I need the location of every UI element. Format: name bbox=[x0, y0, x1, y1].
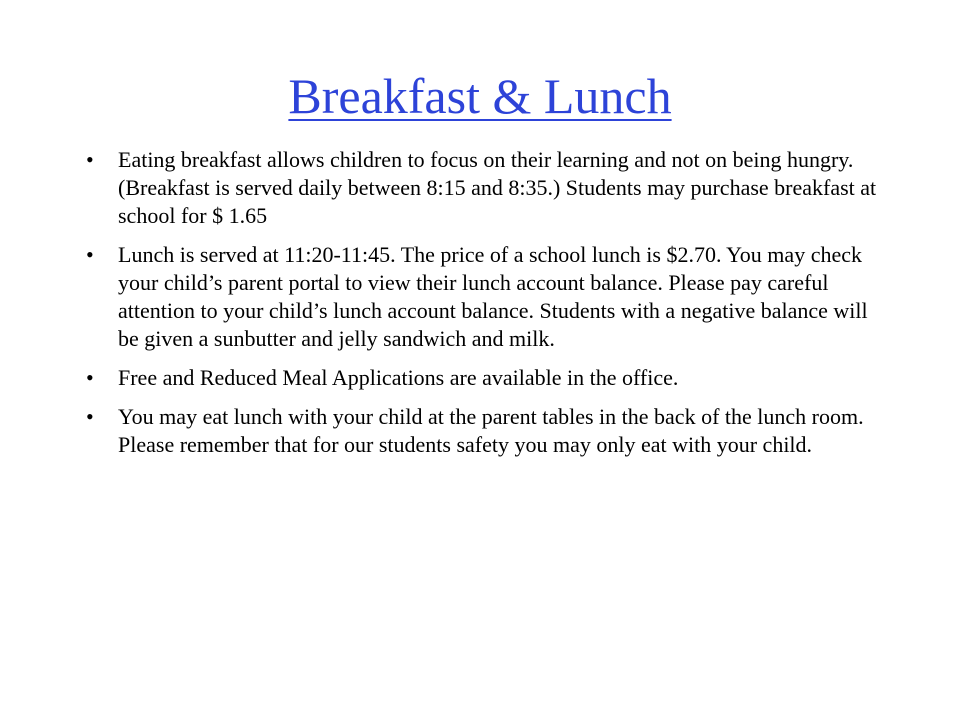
bullet-list bbox=[84, 146, 884, 470]
bullet-item-parent-lunch bbox=[84, 403, 884, 459]
bullet-marker: • bbox=[86, 147, 94, 172]
slide-title bbox=[0, 66, 960, 126]
title-link[interactable]: Breakfast & Lunch bbox=[288, 68, 672, 124]
bullet-text: You may eat lunch with your child at the parent tables in the back of the lunch room. Please remember that for our students safety you may only eat with your child. bbox=[118, 404, 864, 457]
bullet-marker: • bbox=[86, 404, 94, 429]
bullet-item-breakfast bbox=[84, 146, 884, 230]
bullet-text: Lunch is served at 11:20-11:45. The price of a school lunch is $2.70. You may check your child’s parent portal to view their lunch account balance. Please pay careful attention to your child’s lunch account balance. Students with a negative balance will be given a sunbutter and jelly sandwich and milk. bbox=[118, 242, 868, 351]
bullet-text: Free and Reduced Meal Applications are available in the office. bbox=[118, 365, 679, 390]
bullet-item-applications bbox=[84, 364, 884, 392]
bullet-text: Eating breakfast allows children to focus on their learning and not on being hungry. (Breakfast is served daily between 8:15 and 8:35.) Students may purchase breakfast at school for $ 1.65 bbox=[118, 147, 877, 228]
bullet-item-lunch bbox=[84, 241, 884, 353]
bullet-marker: • bbox=[86, 242, 94, 267]
bullet-marker: • bbox=[86, 365, 94, 390]
